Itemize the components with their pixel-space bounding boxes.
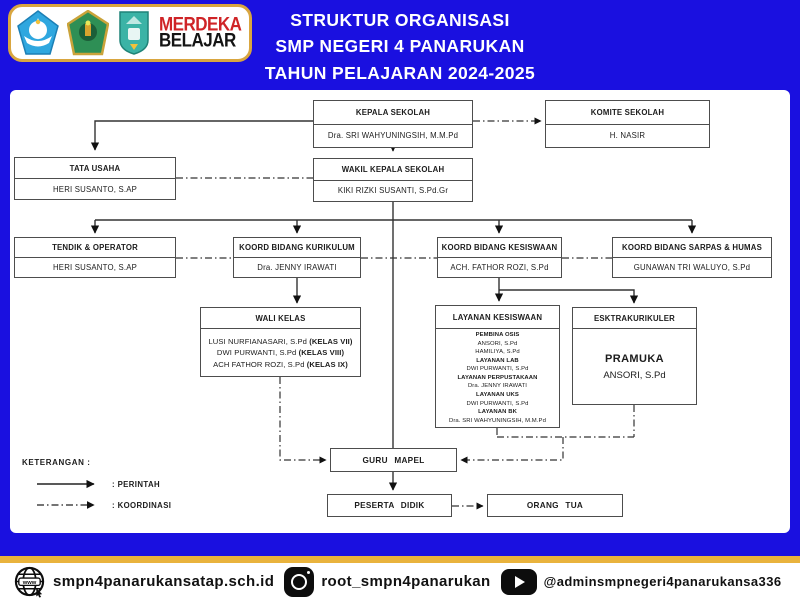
youtube-icon <box>501 569 537 595</box>
box-tendik-operator <box>14 237 176 278</box>
footer-instagram[interactable] <box>284 567 490 597</box>
box-orang-tua: ORANG TUA <box>487 494 623 517</box>
layanan-group-label: LAYANAN PERPUSTAKAAN <box>457 374 538 381</box>
wakil-title: WAKIL KEPALA SEKOLAH <box>314 159 472 181</box>
youtube-handle[interactable]: @adminsmpnegeri4panarukansa336 <box>543 574 782 589</box>
kurikulum-name: Dra. JENNY IRAWATI <box>257 263 337 272</box>
sarpas-title: KOORD BIDANG SARPAS & HUMAS <box>613 238 771 258</box>
org-chart-panel <box>10 90 790 533</box>
wali-member-name: DWI PURWANTI, S.Pd <box>216 348 299 357</box>
layanan-person: DWI PURWANTI, S.Pd <box>466 366 529 373</box>
school-logo-icon <box>117 10 151 56</box>
title-line-3: TAHUN PELAJARAN 2024-2025 <box>264 62 536 83</box>
tata-usaha-name: HERI SUSANTO, S.AP <box>52 184 138 194</box>
kabupaten-logo-icon <box>67 10 109 56</box>
dashdot-arrow-icon <box>36 500 100 510</box>
legend-perintah-row <box>36 477 171 491</box>
ekstra-name: ANSORI, S.Pd <box>603 369 666 381</box>
layanan-group-label: PEMBINA OSIS <box>475 332 520 338</box>
kemdikbud-logo-icon <box>17 10 59 56</box>
wali-member <box>201 337 360 346</box>
wali-member-kelas: (KELAS VII) <box>309 336 353 346</box>
komite-title: KOMITE SEKOLAH <box>546 101 709 125</box>
footer-bar <box>0 563 800 600</box>
wali-member <box>201 360 360 369</box>
legend <box>22 458 171 512</box>
box-tata-usaha <box>14 157 176 200</box>
brand-logo-box <box>8 4 252 62</box>
layanan-person: Dra. JENNY IRAWATI <box>467 383 528 390</box>
title-line-2: SMP NEGERI 4 PANARUKAN <box>275 36 525 57</box>
merdeka-belajar-wordmark <box>159 13 242 52</box>
box-wali-kelas <box>200 307 361 377</box>
box-ekstrakurikuler <box>572 307 697 405</box>
box-wakil-kepala-sekolah <box>313 158 473 202</box>
legend-perintah-label: : PERINTAH <box>112 479 161 489</box>
wali-kelas-members <box>201 329 360 376</box>
website-url[interactable]: smpn4panarukansatap.sch.id <box>53 573 275 590</box>
footer-youtube[interactable] <box>501 569 782 595</box>
box-koord-kurikulum <box>233 237 361 278</box>
layanan-group-label: LAYANAN UKS <box>476 391 519 398</box>
tendik-title: TENDIK & OPERATOR <box>15 238 175 258</box>
legend-heading: KETERANGAN : <box>22 458 91 467</box>
ekstra-body <box>573 329 696 404</box>
ekstra-title: ESKTRAKURIKULER <box>573 308 696 329</box>
kepala-name: Dra. SRI WAHYUNINGSIH, M.M.Pd <box>327 131 459 141</box>
sarpas-name: GUNAWAN TRI WALUYO, S.Pd <box>633 263 751 272</box>
wali-member-kelas: (KELAS IX) <box>306 359 348 369</box>
legend-koordinasi-label: : KOORDINASI <box>112 500 172 510</box>
svg-text:www: www <box>22 580 37 587</box>
tata-usaha-title: TATA USAHA <box>15 158 175 179</box>
layanan-group-label: LAYANAN LAB <box>476 357 519 364</box>
wakil-name: KIKI RIZKI SUSANTI, S.Pd.Gr <box>337 186 449 196</box>
box-kepala-sekolah <box>313 100 473 148</box>
wali-member <box>201 348 360 357</box>
box-guru-mapel: GURU MAPEL <box>330 448 457 472</box>
footer-website[interactable] <box>13 565 274 598</box>
layanan-title: LAYANAN KESISWAAN <box>436 306 559 329</box>
belajar-text: BELAJAR <box>159 29 236 52</box>
wali-kelas-title: WALI KELAS <box>201 308 360 329</box>
instagram-icon <box>284 567 314 597</box>
title-line-1: STRUKTUR ORGANISASI <box>290 10 510 30</box>
kurikulum-title: KOORD BIDANG KURIKULUM <box>234 238 360 258</box>
tendik-name: HERI SUSANTO, S.AP <box>52 263 138 272</box>
wali-member-kelas: (KELAS VIII) <box>298 348 345 357</box>
layanan-person: ANSORI, S.Pd <box>477 340 518 347</box>
layanan-person: DWI PURWANTI, S.Pd <box>466 400 529 407</box>
kesiswaan-name: ACH. FATHOR ROZI, S.Pd <box>450 263 549 272</box>
layanan-person: HAMILIYA, S.Pd <box>475 349 520 356</box>
globe-www-icon <box>13 565 46 598</box>
box-layanan-kesiswaan <box>435 305 560 428</box>
merdeka-text: MERDEKA <box>159 13 242 36</box>
layanan-person: Dra. SRI WAHYUNINGSIH, M.M.Pd <box>449 417 546 424</box>
legend-koordinasi-row <box>36 498 171 512</box>
instagram-handle[interactable]: root_smpn4panarukan <box>321 573 491 590</box>
layanan-group-label: LAYANAN BK <box>478 409 517 416</box>
layanan-list <box>436 329 559 427</box>
box-koord-sarpas-humas <box>612 237 772 278</box>
wali-member-name: ACH FATHOR ROZI, S.Pd <box>213 359 307 369</box>
ekstra-program: PRAMUKA <box>604 352 665 365</box>
solid-arrow-icon <box>36 479 100 489</box>
wali-member-name: LUSI NURFIANASARI, S.Pd <box>208 336 310 346</box>
komite-name: H. NASIR <box>609 131 646 141</box>
box-koord-kesiswaan <box>437 237 562 278</box>
kesiswaan-title: KOORD BIDANG KESISWAAN <box>438 238 561 258</box>
kepala-title: KEPALA SEKOLAH <box>314 101 472 125</box>
footer-gold-stripe <box>0 556 800 563</box>
box-komite-sekolah <box>545 100 710 148</box>
box-peserta-didik: PESERTA DIDIK <box>327 494 452 517</box>
